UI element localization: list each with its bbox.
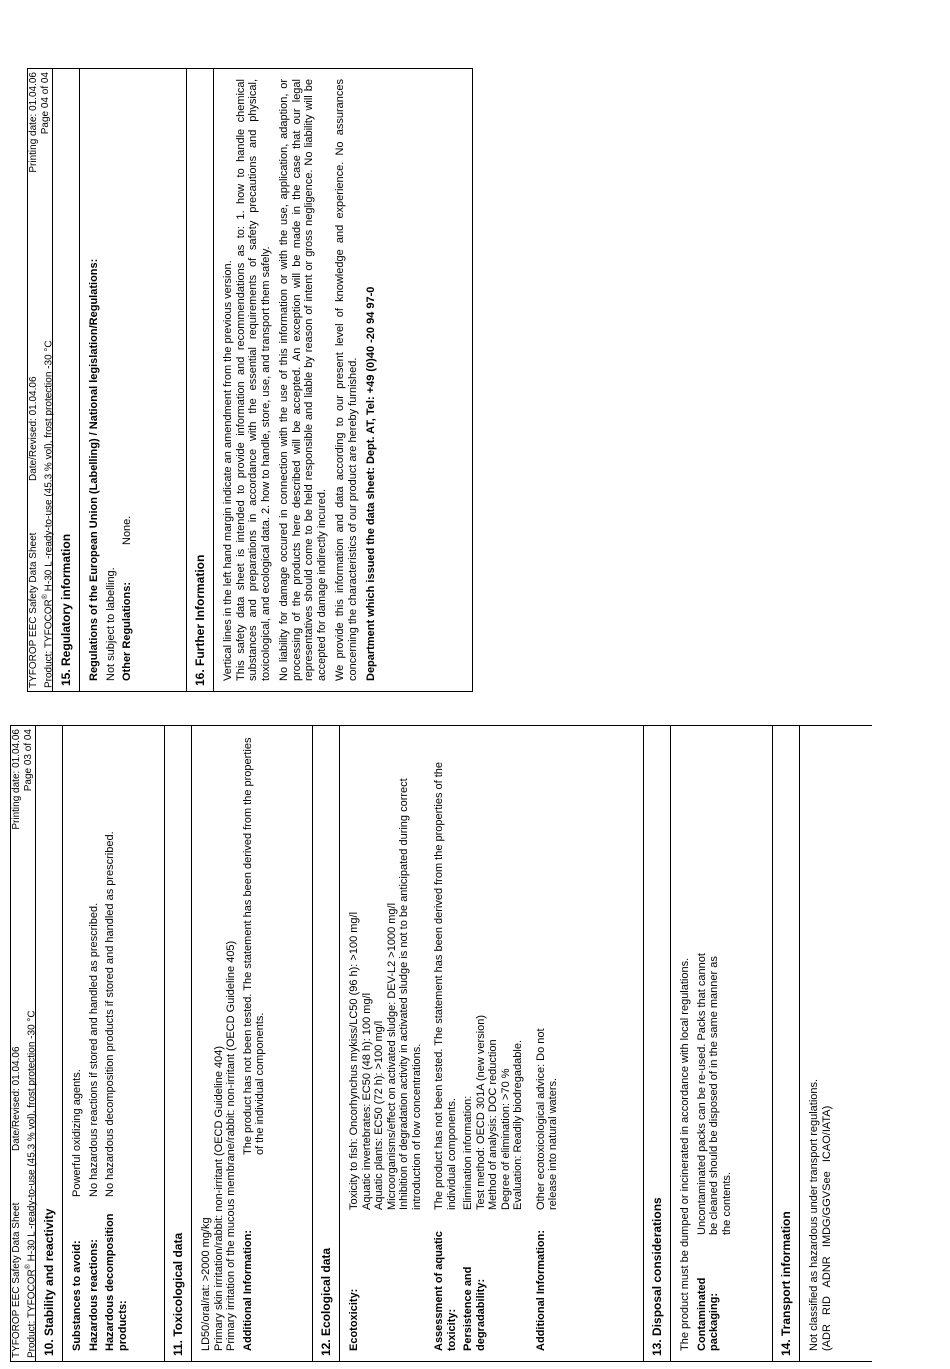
text-line: Inhibition of degradation activity in activated sludge is not to be anticipated during correct introduction of low concentrations. — [398, 778, 423, 1210]
page-04 — [27, 68, 473, 692]
section-11 — [165, 726, 313, 1361]
field-value: Powerful oxidizing agents. — [71, 1069, 83, 1197]
text-line: LD50/oral/rat: >2000 mg/kg — [200, 1217, 212, 1351]
sheet-title: TYFOROP EEC Safety Data Sheet — [11, 1202, 22, 1358]
section-13 — [644, 726, 773, 1361]
field-label: Ecotoxicity: — [348, 1288, 360, 1351]
text-line: Not subject to labelling. — [104, 567, 117, 681]
field-label: Additional Information: — [534, 1230, 547, 1351]
field-value: No hazardous reactions if stored and handled as prescribed. — [87, 902, 100, 1197]
page-number: Page 04 of 04 — [40, 72, 51, 135]
page-03 — [10, 725, 872, 1362]
text-line: Primary skin irritation/rabbit: non-irritant (OECD Guideline 404) — [212, 1045, 225, 1351]
product-line: Product: TYFOCOR® H-30 L -ready-to-use (45.3 % vol), frost protection -30 °C — [42, 340, 55, 688]
section-12 — [313, 726, 644, 1361]
text-line: (ADR RID ADNR IMDG/GGVSee ICAO/IATA) — [820, 1105, 833, 1351]
text-line: Degree of elimination: >70 % — [499, 1068, 512, 1210]
field-label: Other Regulations: — [121, 581, 133, 681]
field-value: Other ecotoxicological advice: Do not release into natural waters. — [534, 1028, 559, 1210]
field-value: The product has not been tested. The statement has been derived from the properties of the individual components. — [241, 737, 266, 1155]
text-line: Microorganisms/effect on activated sludge: DEV-L2 >1000 mg/l — [385, 902, 398, 1210]
text-line: Method of analysis: DOC reduction — [487, 1039, 499, 1210]
text-line: Aquatic invertebrates: EC50 (48 h): 100 mg/l — [360, 992, 373, 1210]
section-15 — [53, 69, 187, 691]
field-label: Assessment of aquatic toxicity: — [433, 1231, 458, 1351]
text-line: Elimination information: — [462, 1095, 474, 1210]
text-line: The product must be dumped or incinerated in accordance with local regulations. — [679, 957, 691, 1351]
revised-date: Date/Revised: 01.04.06 — [28, 376, 39, 481]
issuer-line: Department which issued the data sheet: Dept. AT, Tel: +49 (0)40 -20 94 97-0 — [365, 286, 377, 681]
section-14 — [773, 726, 841, 1361]
section-title: 11. Toxicological data — [165, 726, 192, 1361]
text-line: Toxicity to fish: Oncorhynchus mykiss/LC50 (96 h): >100 mg/l — [348, 911, 360, 1210]
section-title: 14. Transport information — [773, 726, 800, 1361]
section-16 — [187, 69, 392, 691]
paragraph: No liability for damage occured in connection with the use of this information or with the use, application, adaption, or processing of the products here described will be accepted. An exception will be made in the case that our legal representatives should come to be held responsible and liable by reason of intent or gross negligence. No liability will be accepted for damage indirectly incured. — [278, 79, 328, 681]
text-line: Not classified as hazardous under transport regulations. — [808, 1078, 820, 1351]
printing-date: Printing date: 01.04.06 — [11, 729, 22, 830]
printing-date: Printing date: 01.04.06 — [28, 72, 39, 173]
field-value: The product has not been tested. The statement has been derived from the properties of the individual components. — [433, 761, 458, 1210]
section-title: 10. Stability and reactivity — [36, 726, 63, 1361]
section-10 — [36, 726, 165, 1361]
section-title: 16. Further Information — [187, 69, 214, 691]
text-line: Vertical lines in the left hand margin indicate an amendment from the previous version. — [222, 260, 234, 681]
field-value: Uncontaminated packs can be re-used. Packs that cannot be cleaned should be disposed of in the same manner as the contents. — [695, 953, 733, 1235]
field-label: Hazardous reactions: — [87, 1239, 100, 1351]
field-label: Substances to avoid: — [71, 1240, 83, 1351]
product-line: Product: TYFOCOR® H-30 L -ready-to-use (45.3 % vol), frost protection -30 °C — [25, 1010, 38, 1358]
text-line: Primary irritation of the mucous membrane/rabbit: non-irritant (OECD Guideline 405) — [225, 940, 237, 1351]
paragraph: This safety data sheet is intended to provide information and recommendations as to: 1. how to handle chemical substances and preparations in accordance with the essential requirements of safety precautions and physical, toxicological, and ecological data. 2. how to handle, store, use, and transport them safely. — [234, 79, 272, 681]
paragraph: We provide this information and data according to our present level of knowledge and experience. No assurances concerning the characteristics of our product are hereby furnished. — [334, 79, 359, 681]
sheet-title: TYFOROP EEC Safety Data Sheet — [28, 532, 39, 688]
text-line: Aquatic plants: EC50 (72 h): >100 mg/l — [373, 1020, 385, 1210]
field-label: Contaminated packaging: — [695, 1277, 720, 1351]
page-header — [27, 69, 53, 691]
field-value: No hazardous decomposition products if stored and handled as prescribed. — [104, 831, 116, 1197]
field-label: Persistence and degradability: — [462, 1266, 487, 1351]
subsection-title: Regulations of the European Union (Labelling) / National legislation/Regulations: — [88, 258, 100, 681]
section-title: 12. Ecological data — [313, 726, 340, 1361]
text-line: Evaluation: Readily biodregadable. — [512, 1039, 524, 1210]
section-title: 13. Disposal considerations — [644, 726, 671, 1361]
field-value: None. — [121, 515, 133, 545]
page-number: Page 03 of 04 — [23, 729, 34, 792]
text-line: Test method: OECD 301A (new version) — [474, 1014, 487, 1210]
section-title: 15. Regulatory information — [53, 69, 80, 691]
page-header — [10, 726, 36, 1361]
field-label: Additional Information: — [241, 1230, 254, 1351]
revised-date: Date/Revised: 01.04.06 — [11, 1046, 22, 1151]
field-label: Hazardous decomposition products: — [104, 1213, 129, 1351]
